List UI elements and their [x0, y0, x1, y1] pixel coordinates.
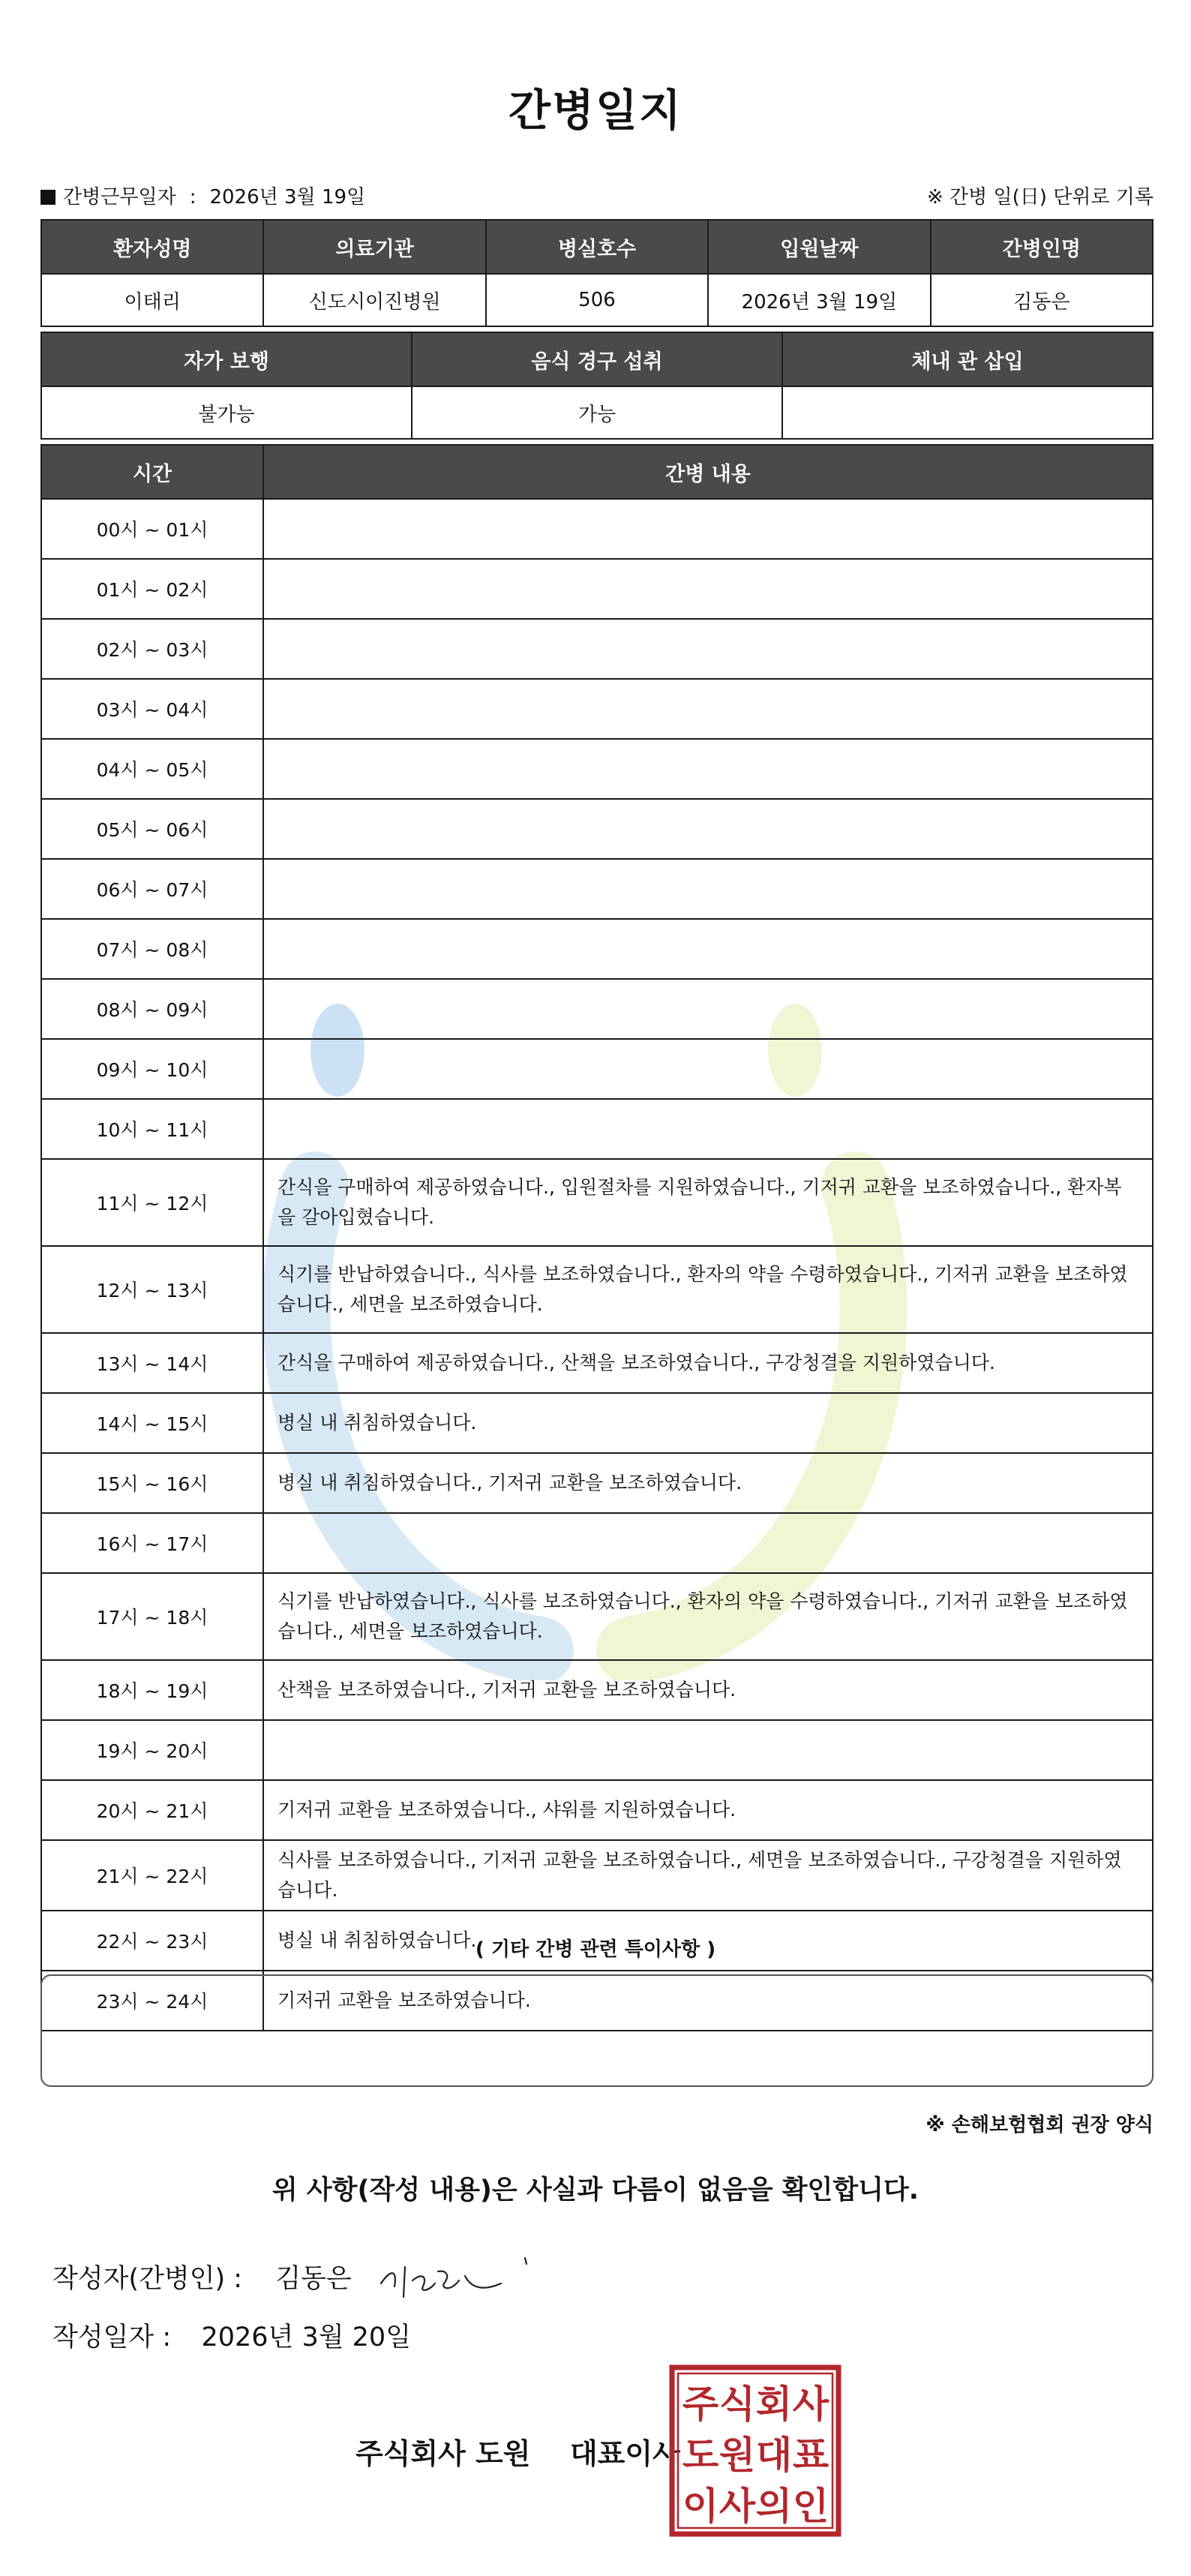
- log-time: 00시 ~ 01시: [41, 499, 263, 559]
- table-row: [41, 1453, 1153, 1513]
- log-content: 병실 내 취침하였습니다.: [263, 1911, 1153, 1971]
- log-content: [263, 679, 1153, 739]
- confirmation-statement: 위 사항(작성 내용)은 사실과 다름이 없음을 확인합니다.: [272, 2175, 920, 2205]
- log-time: 01시 ~ 02시: [41, 559, 263, 619]
- patient-name: 이태리: [41, 274, 263, 326]
- table-row: [41, 1333, 1153, 1393]
- table-row: [41, 859, 1153, 919]
- log-content: 기저귀 교환을 보조하였습니다., 샤워를 지원하였습니다.: [263, 1780, 1153, 1840]
- work-date-value: 2026년 3월 19일: [209, 185, 366, 209]
- table-row: [41, 679, 1153, 739]
- log-time: 20시 ~ 21시: [41, 1780, 263, 1840]
- signature-icon: [375, 2253, 540, 2306]
- log-time: 17시 ~ 18시: [41, 1573, 263, 1660]
- log-time: 05시 ~ 06시: [41, 799, 263, 859]
- table-row: [41, 979, 1153, 1039]
- seal-char: 주: [682, 2382, 719, 2426]
- log-content: [263, 1513, 1153, 1573]
- seal-char: 표: [792, 2433, 830, 2477]
- log-content: 산책을 보조하였습니다., 기저귀 교환을 보조하였습니다.: [263, 1660, 1153, 1720]
- seal-char: 이: [682, 2484, 719, 2528]
- table-row: [41, 919, 1153, 979]
- header-hospital: 의료기관: [263, 220, 485, 274]
- seal-char: 의: [755, 2484, 793, 2528]
- log-content: [263, 1720, 1153, 1780]
- table-row: [41, 1780, 1153, 1840]
- square-bullet-icon: [40, 190, 56, 205]
- caregiver-name: 김동은: [931, 274, 1153, 326]
- table-row: [41, 1246, 1153, 1333]
- log-time: 16시 ~ 17시: [41, 1513, 263, 1573]
- tube-insertion-value: [782, 386, 1153, 439]
- hospital-name: 신도시이진병원: [263, 274, 485, 326]
- table-row: [41, 1099, 1153, 1159]
- care-log-table: [40, 444, 1154, 2031]
- seal-char: 도: [682, 2433, 719, 2477]
- patient-status-table: [40, 332, 1154, 440]
- writer-row: [52, 2253, 540, 2306]
- log-time: 04시 ~ 05시: [41, 739, 263, 799]
- log-time: 23시 ~ 24시: [41, 1971, 263, 2031]
- room-number: 506: [486, 274, 708, 326]
- table-row: [41, 1039, 1153, 1099]
- table-row: [41, 1573, 1153, 1660]
- remarks-title: ( 기타 간병 관련 특이사항 ): [475, 1938, 716, 1961]
- company-title: 대표이사: [569, 2437, 680, 2470]
- seal-char: 사: [792, 2382, 830, 2426]
- company-name: 주식회사 도원: [356, 2437, 531, 2470]
- log-content: 식기를 반납하였습니다., 식사를 보조하였습니다., 환자의 약을 수령하였습니다., 기저귀 교환을 보조하였습니다., 세면을 보조하였습니다.: [263, 1573, 1153, 1660]
- log-content: [263, 799, 1153, 859]
- log-content: [263, 619, 1153, 679]
- log-content: [263, 919, 1153, 979]
- seal-char: 인: [792, 2484, 830, 2528]
- log-content: 병실 내 취침하였습니다., 기저귀 교환을 보조하였습니다.: [263, 1453, 1153, 1513]
- company-signature: [356, 2430, 680, 2472]
- written-date-value: 2026년 3월 20일: [201, 2322, 412, 2352]
- log-content: [263, 859, 1153, 919]
- log-content: [263, 739, 1153, 799]
- log-time: 22시 ~ 23시: [41, 1911, 263, 1971]
- table-row: [41, 1159, 1153, 1246]
- work-date-label: 간병근무일자: [63, 185, 176, 209]
- log-time: 07시 ~ 08시: [41, 919, 263, 979]
- table-row: [41, 1513, 1153, 1573]
- table-row: [41, 1720, 1153, 1780]
- log-content: [263, 979, 1153, 1039]
- log-content: 식기를 반납하였습니다., 식사를 보조하였습니다., 환자의 약을 수령하였습니다., 기저귀 교환을 보조하였습니다., 세면을 보조하였습니다.: [263, 1246, 1153, 1333]
- log-time: 21시 ~ 22시: [41, 1840, 263, 1911]
- seal-char: 식: [718, 2382, 756, 2426]
- seal-char: 원: [718, 2433, 756, 2477]
- log-content: 병실 내 취침하였습니다.: [263, 1393, 1153, 1453]
- log-time: 19시 ~ 20시: [41, 1720, 263, 1780]
- header-care-content: 간병 내용: [263, 445, 1153, 499]
- log-time: 03시 ~ 04시: [41, 679, 263, 739]
- admission-date: 2026년 3월 19일: [708, 274, 930, 326]
- header-caregiver-name: 간병인명: [931, 220, 1153, 274]
- work-date-separator: :: [189, 185, 196, 209]
- log-time: 11시 ~ 12시: [41, 1159, 263, 1246]
- header-patient-name: 환자성명: [41, 220, 263, 274]
- written-date-row: [52, 2316, 411, 2354]
- log-time: 02시 ~ 03시: [41, 619, 263, 679]
- log-content: 간식을 구매하여 제공하였습니다., 산책을 보조하였습니다., 구강청결을 지원하였습니다.: [263, 1333, 1153, 1393]
- log-content: 기저귀 교환을 보조하였습니다.: [263, 1971, 1153, 2031]
- table-row: [41, 799, 1153, 859]
- seal-char: 사: [718, 2484, 756, 2528]
- table-row: [41, 1393, 1153, 1453]
- header-room-number: 병실호수: [486, 220, 708, 274]
- writer-label: 작성자(간병인) :: [52, 2264, 243, 2294]
- log-time: 15시 ~ 16시: [41, 1453, 263, 1513]
- log-time: 10시 ~ 11시: [41, 1099, 263, 1159]
- table-row: [41, 1840, 1153, 1911]
- log-content: 간식을 구매하여 제공하였습니다., 입원절차를 지원하였습니다., 기저귀 교환을 보조하였습니다., 환자복을 갈아입혔습니다.: [263, 1159, 1153, 1246]
- header-self-walking: 자가 보행: [41, 332, 412, 386]
- log-time: 12시 ~ 13시: [41, 1246, 263, 1333]
- log-content: [263, 559, 1153, 619]
- self-walking-value: 불가능: [41, 386, 412, 439]
- work-date-row: [40, 180, 1154, 210]
- remarks-box: [40, 1974, 1154, 2087]
- table-row: [41, 1660, 1153, 1720]
- log-content: [263, 499, 1153, 559]
- table-row: [41, 619, 1153, 679]
- seal-char: 대: [755, 2433, 793, 2477]
- log-time: 18시 ~ 19시: [41, 1660, 263, 1720]
- unit-note: ※ 간병 일(日) 단위로 기록: [926, 185, 1154, 209]
- patient-info-table: [40, 219, 1154, 327]
- association-note: ※ 손해보험협회 권장 양식: [926, 2114, 1154, 2136]
- header-oral-intake: 음식 경구 섭취: [412, 332, 782, 386]
- log-time: 06시 ~ 07시: [41, 859, 263, 919]
- log-content: [263, 1099, 1153, 1159]
- header-time: 시간: [41, 445, 263, 499]
- log-time: 08시 ~ 09시: [41, 979, 263, 1039]
- header-admission-date: 입원날짜: [708, 220, 930, 274]
- oral-intake-value: 가능: [412, 386, 782, 439]
- written-date-label: 작성일자 :: [52, 2322, 172, 2352]
- table-row: [41, 499, 1153, 559]
- log-content: [263, 1039, 1153, 1099]
- seal-char: 회: [755, 2382, 793, 2426]
- writer-name: 김동은: [275, 2264, 352, 2294]
- company-seal-icon: [669, 2364, 842, 2537]
- log-content: 식사를 보조하였습니다., 기저귀 교환을 보조하였습니다., 세면을 보조하였습니다., 구강청결을 지원하였습니다.: [263, 1840, 1153, 1911]
- table-row: [41, 739, 1153, 799]
- log-time: 14시 ~ 15시: [41, 1393, 263, 1453]
- table-row: [41, 559, 1153, 619]
- log-time: 13시 ~ 14시: [41, 1333, 263, 1393]
- log-time: 09시 ~ 10시: [41, 1039, 263, 1099]
- page-title: 간병일지: [508, 85, 683, 136]
- header-tube-insertion: 체내 관 삽입: [782, 332, 1153, 386]
